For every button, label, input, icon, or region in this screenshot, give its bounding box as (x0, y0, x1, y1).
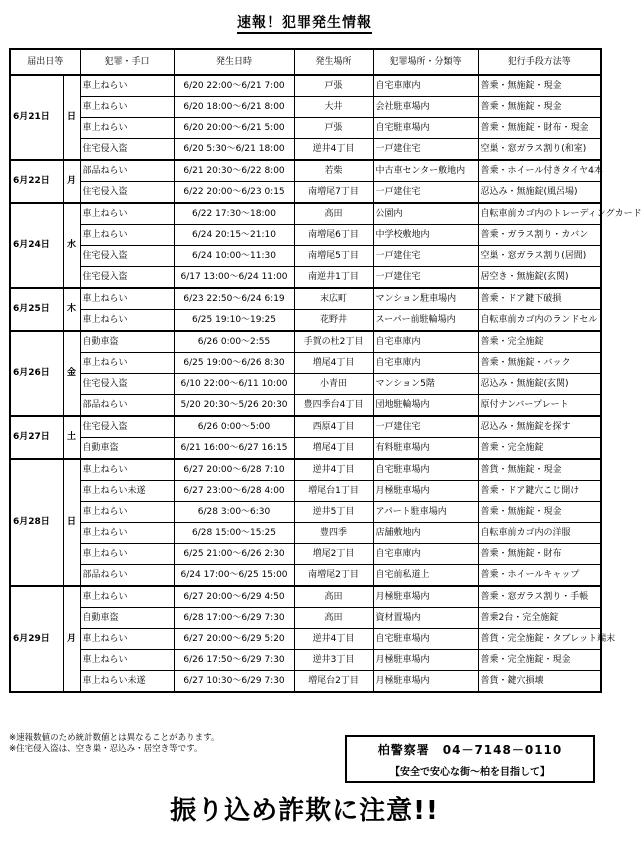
table-row (10, 650, 601, 671)
occurrence-time: 6/27 10:30～6/29 7:30 (174, 671, 294, 693)
occurrence-time: 6/25 21:00～6/26 2:30 (174, 544, 294, 565)
report-date: 6月21日 (10, 75, 63, 160)
date-group (10, 203, 642, 288)
crime-place: 月極駐車場内 (373, 650, 478, 671)
occurrence-location: 戸張 (294, 118, 373, 139)
crime-place: 自宅前私道上 (373, 565, 478, 587)
crime-type: 自動車盗 (80, 608, 174, 629)
crime-type: 車上ねらい (80, 97, 174, 118)
table-row (10, 97, 601, 118)
crime-method: 忍込み・無施錠(風呂場) (478, 182, 601, 204)
occurrence-time: 6/24 20:15～21:10 (174, 225, 294, 246)
table-row (10, 438, 601, 460)
table-row (10, 288, 601, 310)
crime-type: 車上ねらい (80, 523, 174, 544)
crime-place: スーパー前駐輪場内 (373, 310, 478, 332)
occurrence-time: 6/27 23:00～6/28 4:00 (174, 481, 294, 502)
crime-type: 部品ねらい (80, 565, 174, 587)
crime-type: 車上ねらい (80, 650, 174, 671)
report-date: 6月26日 (10, 331, 63, 416)
crime-place: 店舗敷地内 (373, 523, 478, 544)
crime-method: 普貨・鍵穴損壊 (478, 671, 601, 693)
occurrence-location: 逆井4丁目 (294, 459, 373, 481)
occurrence-location: 戸張 (294, 75, 373, 97)
occurrence-time: 6/25 19:10～19:25 (174, 310, 294, 332)
crime-place: 自宅駐車場内 (373, 629, 478, 650)
occurrence-location: 大井 (294, 97, 373, 118)
notes (9, 733, 219, 755)
occurrence-time: 6/28 15:00～15:25 (174, 523, 294, 544)
crime-place: 自宅駐車場内 (373, 118, 478, 139)
occurrence-location: 末広町 (294, 288, 373, 310)
crime-method: 自転車前カゴ内の洋服 (478, 523, 601, 544)
table-row (10, 395, 601, 417)
crime-type: 車上ねらい (80, 353, 174, 374)
crime-method: 普乗・ホイールキャップ (478, 565, 601, 587)
occurrence-location: 南増尾7丁目 (294, 182, 373, 204)
occurrence-location: 豊四季 (294, 523, 373, 544)
report-weekday: 金 (63, 331, 80, 416)
crime-place: 月極駐車場内 (373, 481, 478, 502)
occurrence-time: 6/21 20:30～6/22 8:00 (174, 160, 294, 182)
report-weekday: 水 (63, 203, 80, 288)
table-row (10, 225, 601, 246)
occurrence-location: 逆井5丁目 (294, 502, 373, 523)
occurrence-location: 南増尾6丁目 (294, 225, 373, 246)
occurrence-time: 6/27 20:00～6/28 7:10 (174, 459, 294, 481)
occurrence-location: 南増尾5丁目 (294, 246, 373, 267)
report-date: 6月27日 (10, 416, 63, 459)
report-weekday: 月 (63, 160, 80, 203)
crime-place: 月極駐車場内 (373, 586, 478, 608)
occurrence-location: 逆井4丁目 (294, 139, 373, 161)
date-group (10, 160, 601, 203)
table-row (10, 160, 601, 182)
crime-place: 自宅車庫内 (373, 331, 478, 353)
crime-place: 自宅車庫内 (373, 75, 478, 97)
crime-method: 空巣・窓ガラス割り(居間) (478, 246, 601, 267)
crime-type: 住宅侵入盗 (80, 416, 174, 438)
header-date: 届出日等 (10, 49, 80, 75)
occurrence-location: 増尾2丁目 (294, 544, 373, 565)
crime-place: 中学校敷地内 (373, 225, 478, 246)
crime-type: 車上ねらい (80, 203, 174, 225)
report-weekday: 木 (63, 288, 80, 331)
occurrence-location: 南増尾2丁目 (294, 565, 373, 587)
crime-type: 住宅侵入盗 (80, 267, 174, 289)
crime-type: 車上ねらい (80, 75, 174, 97)
date-group (10, 331, 601, 416)
date-group (10, 75, 601, 160)
crime-place: 自宅車庫内 (373, 544, 478, 565)
crime-type: 車上ねらい未遂 (80, 671, 174, 693)
crime-place: 自宅駐車場内 (373, 459, 478, 481)
crime-place: 公園内 (373, 203, 478, 225)
crime-place: 自宅車庫内 (373, 353, 478, 374)
occurrence-time: 6/23 22:50～6/24 6:19 (174, 288, 294, 310)
occurrence-location: 増尾4丁目 (294, 353, 373, 374)
crime-place: 一戸建住宅 (373, 267, 478, 289)
crime-report-table (9, 48, 642, 693)
table-row (10, 459, 601, 481)
table-row (10, 203, 601, 225)
crime-type: 車上ねらい (80, 544, 174, 565)
crime-place: 会社駐車場内 (373, 97, 478, 118)
table-row (10, 267, 601, 289)
table-row (10, 374, 601, 395)
header-method: 犯行手段方法等 (478, 49, 601, 75)
report-date: 6月29日 (10, 586, 63, 692)
table-row (10, 331, 601, 353)
crime-method: 普乗・完全施錠 (478, 438, 601, 460)
crime-method: 普乗・無施錠・財布 (478, 544, 601, 565)
crime-method: 普乗・無施錠・財布・現金 (478, 118, 601, 139)
crime-type: 自動車盗 (80, 331, 174, 353)
crime-type: 住宅侵入盗 (80, 139, 174, 161)
table-row (10, 671, 601, 693)
table-row (10, 544, 601, 565)
crime-type: 住宅侵入盗 (80, 246, 174, 267)
table-row (10, 75, 601, 97)
crime-method: 普貨・完全施錠・タブレット端末 (478, 629, 601, 650)
occurrence-time: 6/26 17:50～6/29 7:30 (174, 650, 294, 671)
occurrence-time: 6/24 17:00～6/25 15:00 (174, 565, 294, 587)
table-row (10, 481, 601, 502)
crime-method: 忍込み・無施錠(玄関) (478, 374, 601, 395)
crime-type: 車上ねらい (80, 288, 174, 310)
date-group (10, 416, 601, 459)
table-row (10, 118, 601, 139)
table-row (10, 565, 601, 587)
header-crime: 犯罪・手口 (80, 49, 174, 75)
occurrence-time: 6/20 18:00～6/21 8:00 (174, 97, 294, 118)
occurrence-time: 5/20 20:30～5/26 20:30 (174, 395, 294, 417)
crime-method: 普乗・完全施錠・現金 (478, 650, 601, 671)
note-line: ※住宅侵入盗は、空き巣・忍込み・居空き等です。 (9, 744, 203, 754)
header-time: 発生日時 (174, 49, 294, 75)
occurrence-time: 6/26 0:00～2:55 (174, 331, 294, 353)
occurrence-time: 6/22 17:30～18:00 (174, 203, 294, 225)
crime-place: 月極駐車場内 (373, 671, 478, 693)
crime-method: 普乗・窓ガラス割り・手帳 (478, 586, 601, 608)
table-row (10, 629, 601, 650)
occurrence-time: 6/28 3:00～6:30 (174, 502, 294, 523)
crime-type: 自動車盗 (80, 438, 174, 460)
crime-method: 普乗・完全施錠 (478, 331, 601, 353)
crime-type: 車上ねらい (80, 459, 174, 481)
crime-type: 部品ねらい (80, 160, 174, 182)
header-place: 犯罪場所・分類等 (373, 49, 478, 75)
occurrence-location: 増尾台2丁目 (294, 671, 373, 693)
report-weekday: 月 (63, 586, 80, 692)
occurrence-location: 西原4丁目 (294, 416, 373, 438)
table-row (10, 139, 601, 161)
crime-method: 居空き・無施錠(玄関) (478, 267, 601, 289)
crime-place: 団地駐輪場内 (373, 395, 478, 417)
occurrence-location: 高田 (294, 203, 373, 225)
crime-type: 車上ねらい (80, 629, 174, 650)
crime-type: 住宅侵入盗 (80, 182, 174, 204)
crime-method: 普乗・ガラス割り・カバン (478, 225, 601, 246)
table-row (10, 608, 601, 629)
header-location: 発生場所 (294, 49, 373, 75)
crime-method: 普乗・ドア鍵穴こじ開け (478, 481, 601, 502)
occurrence-time: 6/24 10:00～11:30 (174, 246, 294, 267)
occurrence-time: 6/10 22:00～6/11 10:00 (174, 374, 294, 395)
crime-method: 普乗2台・完全施錠 (478, 608, 601, 629)
date-group (10, 288, 601, 331)
occurrence-time: 6/27 20:00～6/29 4:50 (174, 586, 294, 608)
occurrence-location: 小青田 (294, 374, 373, 395)
occurrence-time: 6/22 20:00～6/23 0:15 (174, 182, 294, 204)
report-date: 6月24日 (10, 203, 63, 288)
report-weekday: 日 (63, 75, 80, 160)
occurrence-location: 高田 (294, 608, 373, 629)
crime-place: 一戸建住宅 (373, 246, 478, 267)
occurrence-time: 6/28 17:00～6/29 7:30 (174, 608, 294, 629)
crime-method: 自転車前カゴ内のトレーディングカード (478, 203, 601, 225)
note-line: ※速報数値のため統計数値とは異なることがあります。 (9, 733, 220, 743)
crime-type: 住宅侵入盗 (80, 374, 174, 395)
date-group (10, 586, 616, 692)
crime-method: 普乗・ドア鍵下破損 (478, 288, 601, 310)
occurrence-location: 花野井 (294, 310, 373, 332)
crime-method: 普乗・無施錠・バック (478, 353, 601, 374)
report-weekday: 土 (63, 416, 80, 459)
crime-method: 忍込み・無施錠を探す (478, 416, 601, 438)
fraud-warning: 振り込め詐欺に注意!! (170, 796, 439, 826)
occurrence-location: 南逆井1丁目 (294, 267, 373, 289)
header-row (10, 49, 601, 75)
crime-place: 有料駐車場内 (373, 438, 478, 460)
occurrence-location: 若柴 (294, 160, 373, 182)
crime-type: 車上ねらい (80, 502, 174, 523)
crime-type: 部品ねらい (80, 395, 174, 417)
occurrence-location: 高田 (294, 586, 373, 608)
occurrence-time: 6/17 13:00～6/24 11:00 (174, 267, 294, 289)
police-slogan: 【安全で安心な街～柏を目指して】 (390, 767, 550, 778)
occurrence-location: 手賀の杜2丁目 (294, 331, 373, 353)
occurrence-location: 増尾台1丁目 (294, 481, 373, 502)
table-row (10, 353, 601, 374)
crime-method: 普乗・無施錠・現金 (478, 97, 601, 118)
crime-method: 普貨・無施錠・現金 (478, 459, 601, 481)
crime-type: 車上ねらい (80, 225, 174, 246)
table-row (10, 586, 601, 608)
report-weekday: 日 (63, 459, 80, 586)
occurrence-time: 6/20 20:00～6/21 5:00 (174, 118, 294, 139)
report-date: 6月22日 (10, 160, 63, 203)
table-row (10, 182, 601, 204)
occurrence-time: 6/25 19:00～6/26 8:30 (174, 353, 294, 374)
date-group (10, 459, 601, 586)
crime-type: 車上ねらい (80, 118, 174, 139)
table-row (10, 246, 601, 267)
occurrence-location: 豊四季台4丁目 (294, 395, 373, 417)
crime-place: 一戸建住宅 (373, 139, 478, 161)
table-row (10, 416, 601, 438)
crime-method: 自転車前カゴ内のランドセル (478, 310, 601, 332)
crime-place: 一戸建住宅 (373, 182, 478, 204)
page-title: 速報！犯罪発生情報 (0, 12, 609, 32)
police-contact-box (345, 735, 595, 783)
crime-type: 車上ねらい未遂 (80, 481, 174, 502)
occurrence-time: 6/26 0:00～5:00 (174, 416, 294, 438)
crime-type: 車上ねらい (80, 310, 174, 332)
crime-method: 普乗・無施錠・現金 (478, 75, 601, 97)
crime-place: 中古車センター敷地内 (373, 160, 478, 182)
crime-place: 資材置場内 (373, 608, 478, 629)
police-name-phone: 柏警察署 04－7148－0110 (377, 743, 563, 757)
occurrence-location: 逆井3丁目 (294, 650, 373, 671)
crime-method: 普乗・ホイール付きタイヤ4本 (478, 160, 601, 182)
table-row (10, 523, 601, 544)
table-row (10, 502, 601, 523)
occurrence-time: 6/21 16:00～6/27 16:15 (174, 438, 294, 460)
crime-place: マンション駐車場内 (373, 288, 478, 310)
crime-place: 一戸建住宅 (373, 416, 478, 438)
occurrence-time: 6/27 20:00～6/29 5:20 (174, 629, 294, 650)
table-row (10, 310, 601, 332)
crime-method: 空巣・窓ガラス割り(和室) (478, 139, 601, 161)
occurrence-location: 増尾4丁目 (294, 438, 373, 460)
report-date: 6月25日 (10, 288, 63, 331)
crime-place: マンション5階 (373, 374, 478, 395)
crime-method: 原付ナンバープレート (478, 395, 601, 417)
report-date: 6月28日 (10, 459, 63, 586)
occurrence-time: 6/20 22:00～6/21 7:00 (174, 75, 294, 97)
occurrence-time: 6/20 5:30～6/21 18:00 (174, 139, 294, 161)
crime-type: 車上ねらい (80, 586, 174, 608)
occurrence-location: 逆井4丁目 (294, 629, 373, 650)
crime-method: 普乗・無施錠・現金 (478, 502, 601, 523)
crime-place: アパート駐車場内 (373, 502, 478, 523)
